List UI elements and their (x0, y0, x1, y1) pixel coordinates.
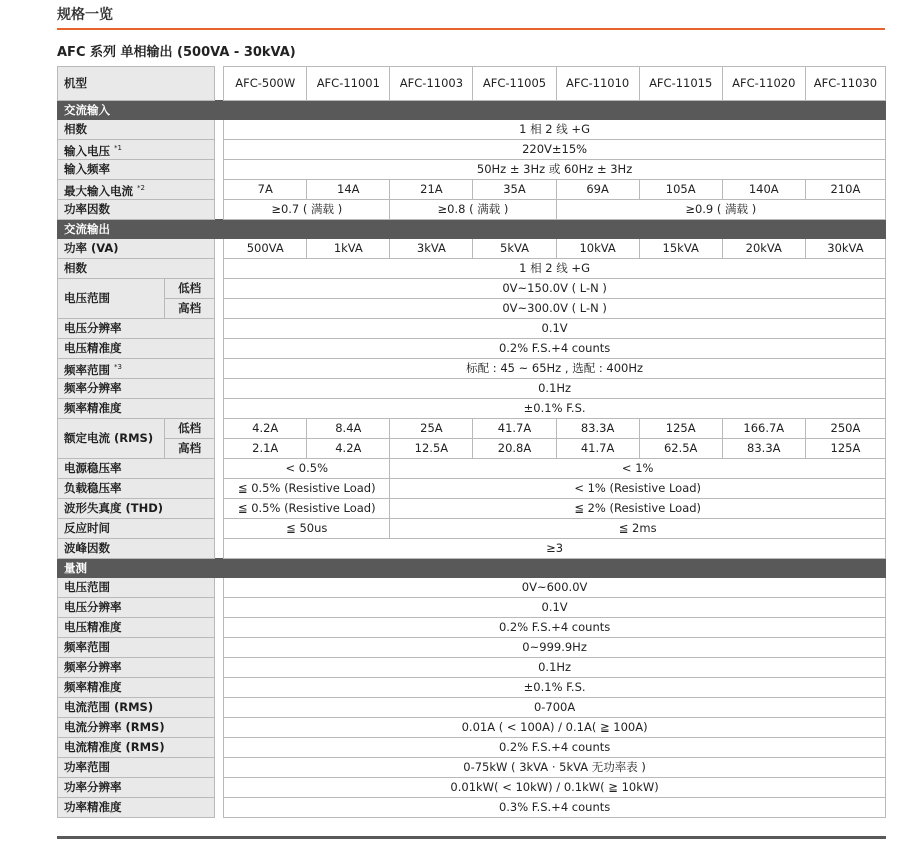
spacer (215, 379, 224, 399)
value-cell: 166.7A (722, 419, 805, 439)
row-label: 电流精准度 (RMS) (58, 738, 215, 758)
model-cell: AFC-500W (224, 67, 307, 101)
table-row (58, 239, 886, 259)
value-cell: 20kVA (722, 239, 805, 259)
spacer (215, 180, 224, 200)
value-cell: ≦ 50us (224, 519, 390, 539)
spacer (215, 798, 224, 818)
page-heading: 规格一览 (57, 7, 113, 23)
table-row (58, 758, 886, 778)
row-label: 相数 (58, 120, 215, 140)
row-label: 功率范围 (58, 758, 215, 778)
row-label: 电压分辨率 (58, 319, 215, 339)
row-label: 负载稳压率 (58, 479, 215, 499)
row-label-text: 频率范围 (64, 362, 110, 377)
spacer (215, 160, 224, 180)
table-row (58, 339, 886, 359)
sub-label: 高档 (165, 439, 215, 459)
value-cell: 2.1A (224, 439, 307, 459)
table-row (58, 439, 886, 459)
value-cell: 500VA (224, 239, 307, 259)
spacer (215, 279, 224, 299)
row-label: 频率分辨率 (58, 379, 215, 399)
section-title: 交流输入 (58, 101, 886, 120)
section-title: 交流输出 (58, 220, 886, 239)
value-cell: 25A (390, 419, 473, 439)
sub-label: 低档 (165, 419, 215, 439)
value-cell: 0.01kW( < 10kW) / 0.1kW( ≧ 10kW) (224, 778, 886, 798)
spacer (215, 67, 224, 101)
value-cell: 8.4A (307, 419, 390, 439)
value-cell: 69A (556, 180, 639, 200)
spacer (215, 239, 224, 259)
row-label: 波峰因数 (58, 539, 215, 559)
value-cell: 12.5A (390, 439, 473, 459)
value-cell: < 1% (390, 459, 886, 479)
spacer (215, 299, 224, 319)
value-cell: 0.1V (224, 598, 886, 618)
section-title: 量测 (58, 559, 886, 578)
value-cell: 10kVA (556, 239, 639, 259)
table-row (58, 259, 886, 279)
row-label: 频率范围 (58, 638, 215, 658)
spacer (215, 758, 224, 778)
model-cell: AFC-11003 (390, 67, 473, 101)
table-row (58, 319, 886, 339)
table-row (58, 678, 886, 698)
row-label (58, 140, 215, 160)
value-cell: 7A (224, 180, 307, 200)
value-cell: 41.7A (556, 439, 639, 459)
value-cell: 0.2% F.S.+4 counts (224, 339, 886, 359)
spacer (215, 539, 224, 559)
spacer (215, 399, 224, 419)
row-label: 功率精准度 (58, 798, 215, 818)
value-cell: ±0.1% F.S. (224, 678, 886, 698)
spacer (215, 499, 224, 519)
row-label: 反应时间 (58, 519, 215, 539)
spacer (215, 200, 224, 220)
row-label: 电压范围 (58, 279, 165, 319)
spacer (215, 658, 224, 678)
value-cell: 1 相 2 线 +G (224, 259, 886, 279)
table-row (58, 738, 886, 758)
value-cell: 83.3A (556, 419, 639, 439)
spacer (215, 678, 224, 698)
row-label: 电压范围 (58, 578, 215, 598)
row-label: 电源稳压率 (58, 459, 215, 479)
value-cell: 3kVA (390, 239, 473, 259)
value-cell: 14A (307, 180, 390, 200)
row-label: 电压精准度 (58, 339, 215, 359)
table-row (58, 578, 886, 598)
value-cell: 0V~300.0V ( L-N ) (224, 299, 886, 319)
table-row (58, 519, 886, 539)
spacer (215, 718, 224, 738)
table-row (58, 598, 886, 618)
value-cell: ≥0.7 ( 满载 ) (224, 200, 390, 220)
footnote-marker: *2 (137, 183, 145, 192)
table-row (58, 200, 886, 220)
row-label: 波形失真度 (THD) (58, 499, 215, 519)
value-cell: 35A (473, 180, 556, 200)
value-cell: 125A (639, 419, 722, 439)
value-cell: 30kVA (805, 239, 885, 259)
row-label: 频率精准度 (58, 399, 215, 419)
value-cell: ≥0.9 ( 满载 ) (556, 200, 885, 220)
row-label: 功率 (VA) (58, 239, 215, 259)
row-label: 频率分辨率 (58, 658, 215, 678)
spacer (215, 738, 224, 758)
model-cell: AFC-11010 (556, 67, 639, 101)
spacer (215, 120, 224, 140)
table-row (58, 499, 886, 519)
table-row (58, 778, 886, 798)
value-cell: ±0.1% F.S. (224, 399, 886, 419)
section-measurement (58, 559, 886, 578)
model-cell: AFC-11020 (722, 67, 805, 101)
row-label: 频率精准度 (58, 678, 215, 698)
value-cell: 62.5A (639, 439, 722, 459)
spacer (215, 319, 224, 339)
spacer (215, 259, 224, 279)
value-cell: 15kVA (639, 239, 722, 259)
row-label: 电流分辨率 (RMS) (58, 718, 215, 738)
sub-label: 高档 (165, 299, 215, 319)
value-cell: 0~999.9Hz (224, 638, 886, 658)
spacer (215, 598, 224, 618)
spacer (215, 638, 224, 658)
table-row (58, 459, 886, 479)
value-cell: ≥3 (224, 539, 886, 559)
section-ac-input (58, 101, 886, 120)
value-cell: ≦ 2ms (390, 519, 886, 539)
value-cell: 标配 : 45 ~ 65Hz , 选配 : 400Hz (224, 359, 886, 379)
value-cell: 220V±15% (224, 140, 886, 160)
value-cell: 4.2A (307, 439, 390, 459)
table-row (58, 638, 886, 658)
value-cell: 125A (805, 439, 885, 459)
value-cell: 41.7A (473, 419, 556, 439)
table-row (58, 698, 886, 718)
row-label: 电流范围 (RMS) (58, 698, 215, 718)
value-cell: 4.2A (224, 419, 307, 439)
value-cell: 5kVA (473, 239, 556, 259)
row-label: 功率分辨率 (58, 778, 215, 798)
value-cell: < 1% (Resistive Load) (390, 479, 886, 499)
value-cell: 1 相 2 线 +G (224, 120, 886, 140)
value-cell: ≦ 2% (Resistive Load) (390, 499, 886, 519)
table-bottom-rule (57, 836, 886, 839)
value-cell: 20.8A (473, 439, 556, 459)
table-row (58, 798, 886, 818)
table-row (58, 618, 886, 638)
value-cell: 105A (639, 180, 722, 200)
value-cell: ≦ 0.5% (Resistive Load) (224, 499, 390, 519)
value-cell: 1kVA (307, 239, 390, 259)
row-label: 电压分辨率 (58, 598, 215, 618)
table-row (58, 359, 886, 379)
table-row (58, 279, 886, 299)
spacer (215, 439, 224, 459)
model-cell: AFC-11005 (473, 67, 556, 101)
table-row (58, 180, 886, 200)
value-cell: 250A (805, 419, 885, 439)
row-label: 电压精准度 (58, 618, 215, 638)
value-cell: 0.3% F.S.+4 counts (224, 798, 886, 818)
table-row (58, 160, 886, 180)
value-cell: 0.2% F.S.+4 counts (224, 738, 886, 758)
spacer (215, 140, 224, 160)
spec-table (57, 66, 886, 818)
value-cell: ≥0.8 ( 满载 ) (390, 200, 556, 220)
spacer (215, 519, 224, 539)
value-cell: 0V~150.0V ( L-N ) (224, 279, 886, 299)
row-label (58, 359, 215, 379)
footnote-marker: *1 (114, 143, 122, 152)
spacer (215, 339, 224, 359)
table-row (58, 718, 886, 738)
table-row-model (58, 67, 886, 101)
value-cell: 140A (722, 180, 805, 200)
table-row (58, 539, 886, 559)
table-row (58, 140, 886, 160)
value-cell: 0.1Hz (224, 658, 886, 678)
value-cell: 0V~600.0V (224, 578, 886, 598)
spacer (215, 459, 224, 479)
series-title: AFC 系列 单相输出 (500VA - 30kVA) (57, 45, 296, 60)
model-cell: AFC-11001 (307, 67, 390, 101)
table-row (58, 419, 886, 439)
footnote-marker: *3 (114, 362, 122, 371)
row-label (58, 180, 215, 200)
row-label-text: 输入电压 (64, 143, 110, 158)
table-row (58, 658, 886, 678)
spacer (215, 698, 224, 718)
table-row (58, 479, 886, 499)
value-cell: 0.2% F.S.+4 counts (224, 618, 886, 638)
value-cell: 83.3A (722, 439, 805, 459)
table-row (58, 399, 886, 419)
row-label: 相数 (58, 259, 215, 279)
value-cell: < 0.5% (224, 459, 390, 479)
value-cell: ≦ 0.5% (Resistive Load) (224, 479, 390, 499)
value-cell: 0-75kW ( 3kVA · 5kVA 无功率表 ) (224, 758, 886, 778)
value-cell: 0.1Hz (224, 379, 886, 399)
spacer (215, 419, 224, 439)
spacer (215, 778, 224, 798)
spacer (215, 359, 224, 379)
row-label: 额定电流 (RMS) (58, 419, 165, 459)
heading-divider (57, 28, 885, 30)
table-row (58, 379, 886, 399)
row-label-text: 最大输入电流 (64, 183, 133, 198)
model-cell: AFC-11015 (639, 67, 722, 101)
value-cell: 0-700A (224, 698, 886, 718)
value-cell: 50Hz ± 3Hz 或 60Hz ± 3Hz (224, 160, 886, 180)
table-row (58, 120, 886, 140)
row-label: 功率因数 (58, 200, 215, 220)
spacer (215, 618, 224, 638)
spacer (215, 578, 224, 598)
spacer (215, 479, 224, 499)
model-cell: AFC-11030 (805, 67, 885, 101)
sub-label: 低档 (165, 279, 215, 299)
value-cell: 210A (805, 180, 885, 200)
row-label: 输入频率 (58, 160, 215, 180)
value-cell: 21A (390, 180, 473, 200)
value-cell: 0.1V (224, 319, 886, 339)
model-label: 机型 (58, 67, 215, 101)
section-ac-output (58, 220, 886, 239)
value-cell: 0.01A ( < 100A) / 0.1A( ≧ 100A) (224, 718, 886, 738)
table-row (58, 299, 886, 319)
